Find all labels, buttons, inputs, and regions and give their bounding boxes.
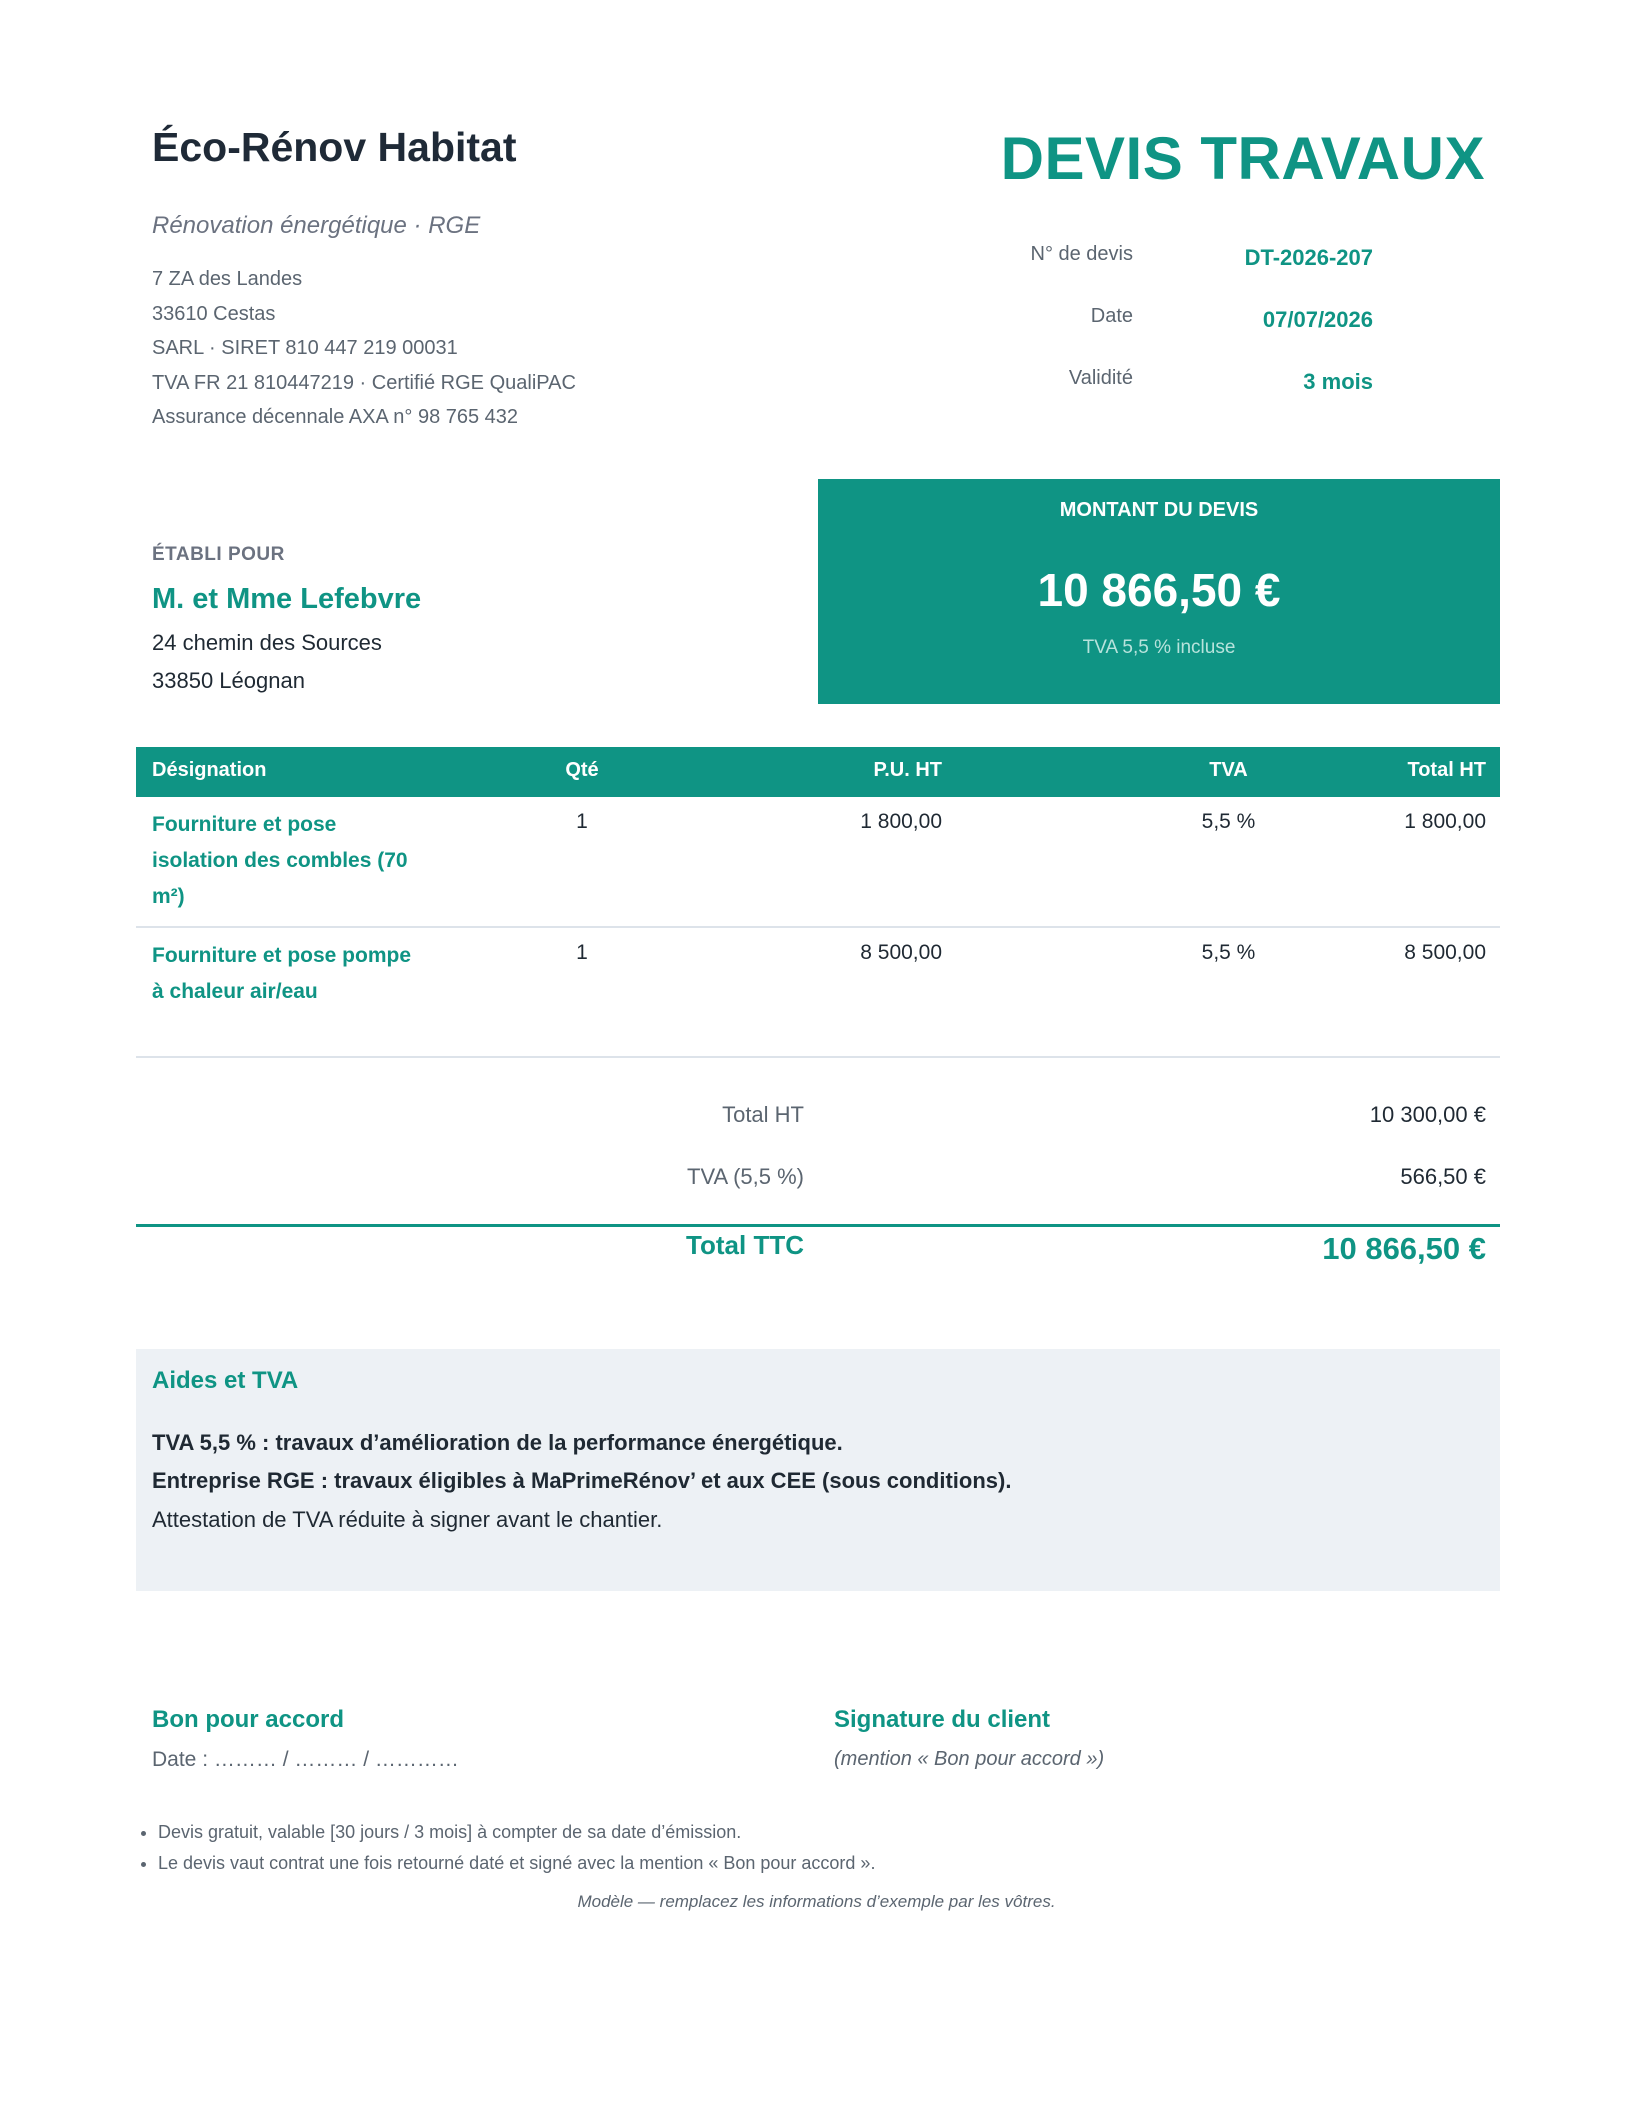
item-unit-price: 8 500,00 [860, 941, 942, 964]
amount-value: 10 866,50 € [1037, 564, 1281, 616]
quote-amount-box [818, 479, 1500, 704]
total-divider [136, 1224, 1500, 1227]
company-address-line: 7 ZA des Landes [152, 268, 303, 290]
company-details [152, 262, 576, 435]
item-unit-price: 1 800,00 [860, 810, 942, 833]
total-vat-label: TVA (5,5 %) [687, 1164, 804, 1189]
company-insurance-line: Assurance décennale AXA n° 98 765 432 [152, 406, 519, 428]
header-vat: TVA [1209, 759, 1248, 781]
aids-line: Attestation de TVA réduite à signer avant le chantier. [152, 1507, 663, 1532]
note-item: • Devis gratuit, valable [30 jours / 3 mois] à compter de sa date d’émission. [158, 1822, 875, 1843]
total-ttc-value: 10 866,50 € [1322, 1231, 1486, 1266]
item-designation: Fourniture et pose isolation des combles (70 m²) [152, 813, 408, 908]
items-table [136, 747, 1500, 1058]
table-row [136, 928, 1500, 1058]
aids-line: Entreprise RGE : travaux éligibles à MaPrimeRénov’ et aux CEE (sous conditions). [152, 1468, 1012, 1493]
total-vat-value: 566,50 € [1400, 1164, 1486, 1189]
amount-subtitle: TVA 5,5 % incluse [1082, 637, 1236, 658]
aids-panel [136, 1349, 1500, 1591]
table-header [136, 747, 1500, 797]
total-ht-label: Total HT [722, 1102, 804, 1127]
company-siret-line: SARL · SIRET 810 447 219 00031 [152, 337, 458, 359]
meta-value: 3 mois [1303, 369, 1373, 394]
item-total: 8 500,00 [1404, 941, 1486, 964]
total-ht-value: 10 300,00 € [1369, 1102, 1486, 1127]
table-row [136, 797, 1500, 928]
client-signature-title: Signature du client [834, 1706, 1051, 1733]
client-name: M. et Mme Lefebvre [152, 583, 422, 615]
document-title: DEVIS TRAVAUX [1000, 125, 1485, 192]
meta-label: Validité [1068, 367, 1133, 389]
item-qty: 1 [576, 941, 588, 964]
item-vat: 5,5 % [1201, 810, 1256, 833]
note-item: • Le devis vaut contrat une fois retourné daté et signé avec la mention « Bon pour accord ». [158, 1853, 875, 1874]
meta-label: Date [1090, 305, 1133, 327]
amount-title: MONTANT DU DEVIS [1059, 499, 1259, 521]
company-tagline: Rénovation énergétique · RGE [152, 212, 481, 239]
meta-label: N° de devis [1030, 243, 1133, 265]
bill-to-label: ÉTABLI POUR [152, 544, 285, 565]
meta-value: DT-2026-207 [1244, 245, 1373, 270]
company-name: Éco-Rénov Habitat [152, 124, 517, 170]
footer-note: Modèle — remplacez les informations d’exemple par les vôtres. [577, 1892, 1056, 1911]
total-ttc-label: Total TTC [686, 1230, 804, 1260]
item-qty: 1 [576, 810, 588, 833]
company-city-line: 33610 Cestas [152, 302, 276, 325]
approval-title: Bon pour accord [152, 1706, 345, 1733]
header-qty: Qté [565, 759, 599, 781]
aids-title: Aides et TVA [152, 1367, 299, 1394]
approval-date-line: Date : ……… / ……… / ………… [152, 1748, 459, 1771]
client-city-line: 33850 Léognan [152, 668, 305, 693]
client-address-line: 24 chemin des Sources [152, 630, 382, 655]
item-designation: Fourniture et pose pompe à chaleur air/eau [152, 944, 412, 1003]
meta-validity [953, 367, 1373, 401]
item-vat: 5,5 % [1201, 941, 1256, 964]
aids-line: TVA 5,5 % : travaux d’amélioration de la performance énergétique. [152, 1430, 843, 1455]
company-vat-line: TVA FR 21 810447219 · Certifié RGE QualiPAC [152, 371, 576, 394]
client-signature-hint: (mention « Bon pour accord ») [834, 1748, 1105, 1770]
header-designation: Désignation [152, 759, 267, 781]
meta-quote-number [953, 243, 1373, 277]
header-unit-price: P.U. HT [873, 759, 942, 781]
meta-date [953, 305, 1373, 339]
notes [136, 1822, 875, 1884]
meta-value: 07/07/2026 [1262, 307, 1373, 332]
header-total: Total HT [1407, 759, 1486, 781]
item-total: 1 800,00 [1404, 810, 1486, 833]
